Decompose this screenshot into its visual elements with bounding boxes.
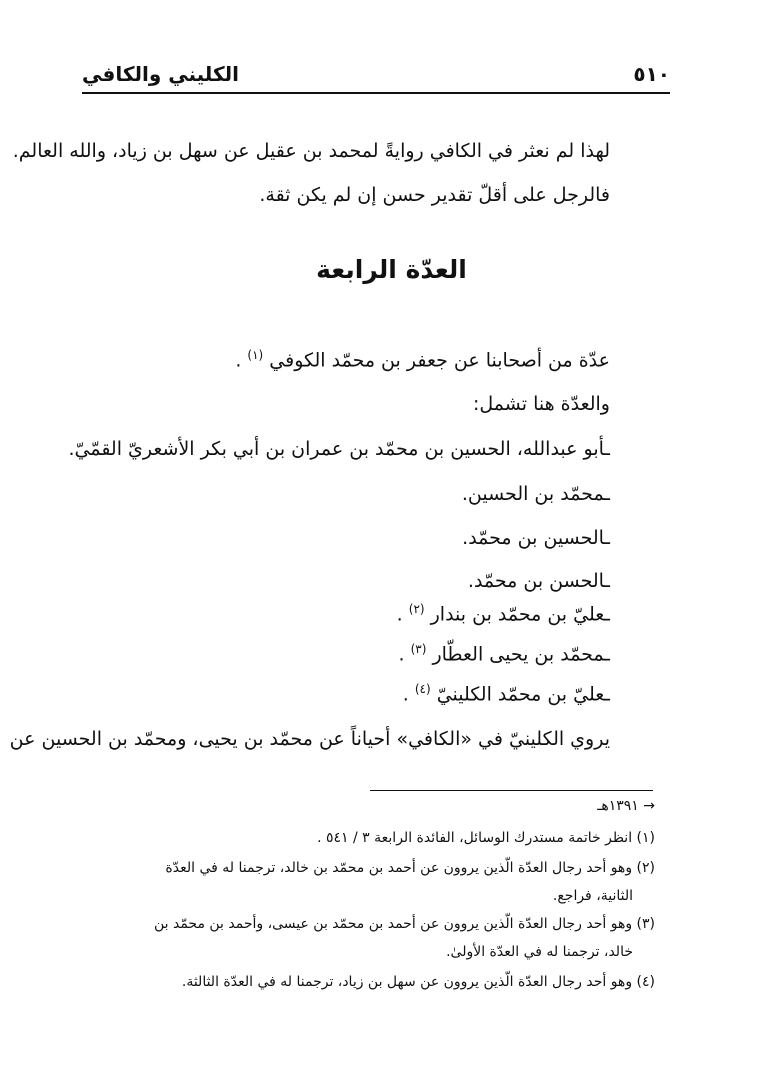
main-line-2: والعدّة هنا تشمل:: [473, 393, 610, 415]
list-item: [100, 483, 610, 505]
line-end: .: [398, 643, 405, 666]
footnote-divider: [370, 790, 653, 791]
footnote-ref: (٤): [414, 682, 431, 696]
footnote-ref: (٣): [410, 642, 427, 656]
list-item: [100, 602, 610, 625]
list-item: [100, 682, 610, 705]
footnote-line: (٢) وهو أحد رجال العدّة الّذين يروون عن أحمد بن محمّد بن خالد، ترجمنا له في العدّة: [165, 860, 655, 876]
list-item-text: ـعليّ بن محمّد الكلينيّ: [436, 683, 610, 706]
footnote-ref: (٢): [408, 602, 425, 616]
running-title: الكليني والكافي: [82, 62, 239, 86]
list-item: [100, 527, 610, 549]
line-end: .: [235, 349, 242, 372]
list-item-text: ـالحسين بن محمّد.: [462, 527, 610, 549]
footnote-line: (١) انظر خاتمة مستدرك الوسائل، الفائدة الرابعة ٣ / ٥٤١ .: [317, 830, 655, 846]
list-item: [68, 438, 610, 460]
list-item-text: ـمحمّد بن الحسين.: [461, 483, 610, 505]
main-line-1: [100, 348, 610, 371]
main-text: عدّة من أصحابنا عن جعفر بن محمّد الكوفي: [269, 349, 610, 372]
intro-line: فالرجل على أقلّ تقدير حسن إن لم يكن ثقة.: [259, 184, 610, 206]
list-item-text: ـمحمّد بن يحيى العطّار: [432, 643, 610, 666]
line-end: .: [402, 683, 409, 706]
list-item-text: ـعليّ بن محمّد بن بندار: [430, 603, 610, 626]
running-header: [82, 62, 670, 94]
intro-line: لهذا لم نعثر في الكافي روايةً لمحمد بن عقيل عن سهل بن زياد، والله العالم.: [12, 140, 610, 162]
paragraph-line: يروي الكلينيّ في «الكافي» أحياناً عن محمّد بن يحيى، ومحمّد بن الحسين عن: [9, 728, 610, 750]
line-end: .: [396, 603, 403, 626]
list-item: [100, 642, 610, 665]
footnote-line: خالد، ترجمنا له في العدّة الأولىٰ.: [446, 944, 633, 960]
footnote-line: الثانية، فراجع.: [552, 888, 633, 904]
footnote-line: (٤) وهو أحد رجال العدّة الّذين يروون عن سهل بن زياد، ترجمنا له في العدّة الثالثة.: [181, 974, 655, 990]
list-item-text: ـالحسن بن محمّد.: [467, 570, 610, 592]
footnote-continuation: → ١٣٩١هـ: [597, 798, 655, 814]
section-heading: العدّة الرابعة: [316, 255, 467, 284]
page-number: ٥١٠: [633, 62, 670, 86]
footnote-ref: (١): [247, 348, 264, 362]
list-item: [100, 570, 610, 592]
footnote-line: (٣) وهو أحد رجال العدّة الّذين يروون عن أحمد بن محمّد بن عيسى، وأحمد بن محمّد بن: [153, 916, 655, 932]
list-item-text: ـأبو عبدالله، الحسين بن محمّد بن عمران بن أبي بكر الأشعريّ القمّيّ.: [68, 438, 610, 460]
